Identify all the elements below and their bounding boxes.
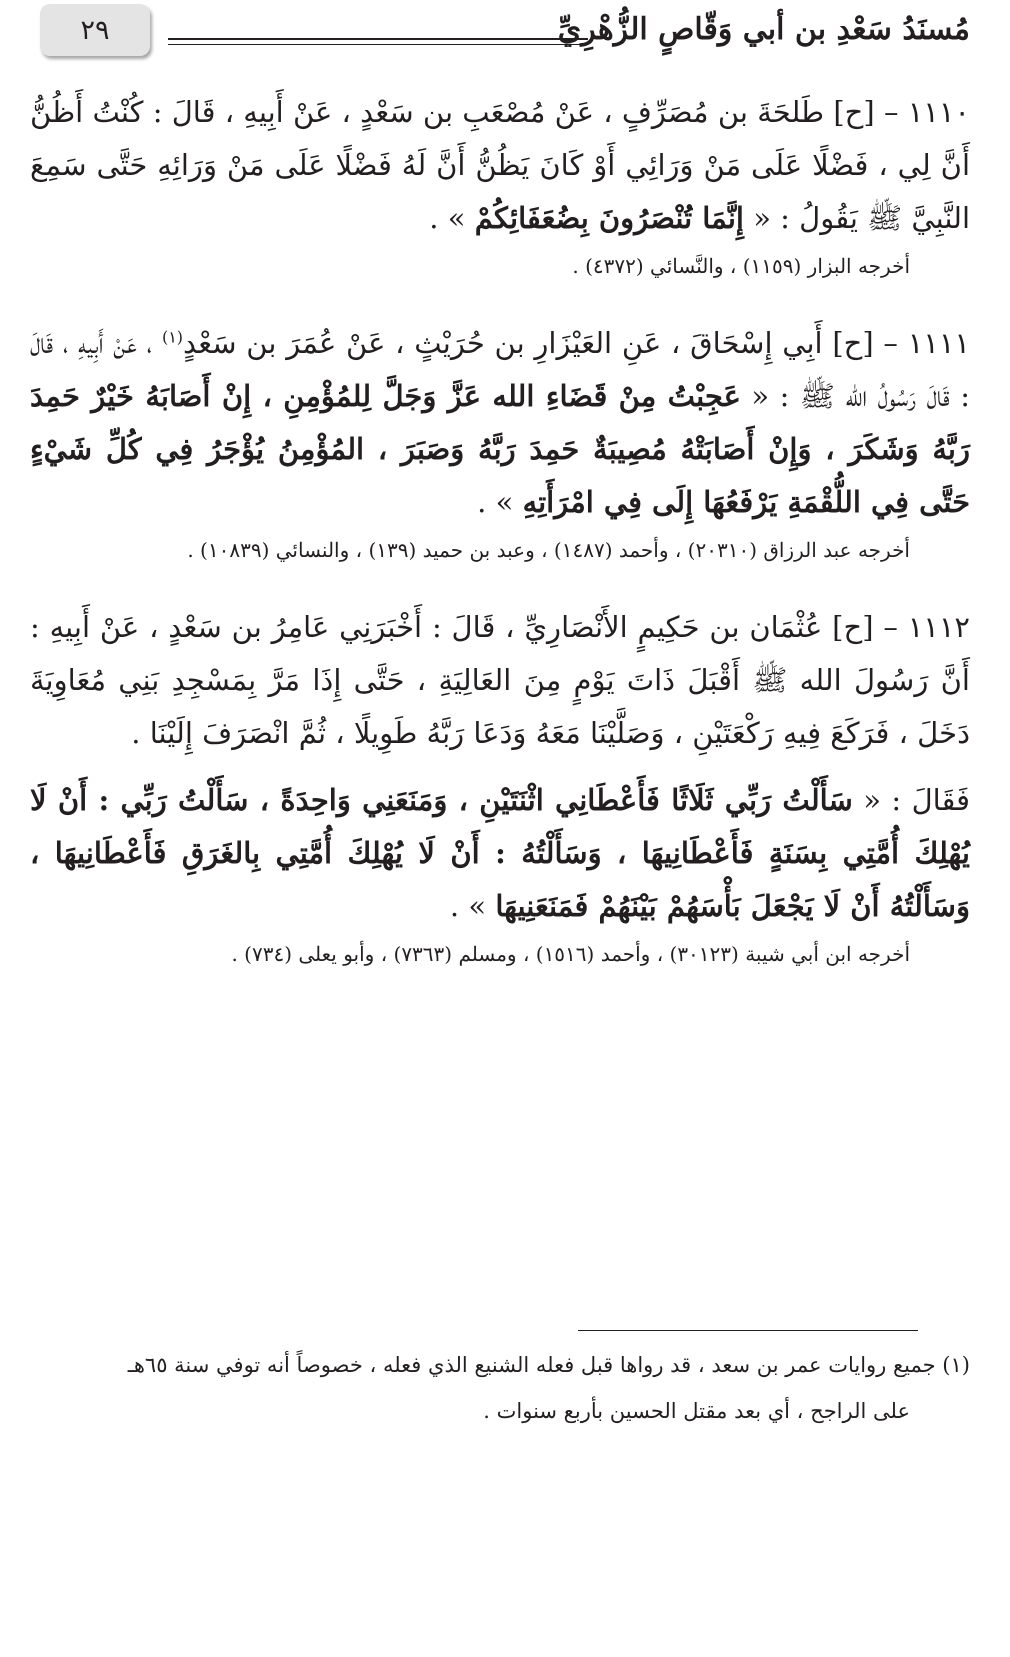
footnote-1-continued: على الراجح ، أي بعد مقتل الحسين بأربع سنوات . <box>483 1399 910 1423</box>
footnote-reference[interactable]: (١) <box>161 327 184 347</box>
hadith-end: » . <box>429 201 466 235</box>
spacer <box>30 283 970 317</box>
hadith-isnad: – [ح] طَلحَةَ بن مُصَرِّفٍ ، عَنْ مُصْعَبِ بن سَعْدٍ ، عَنْ أَبِيهِ ، قَالَ : كُنْتُ أَظُنُّ أَنَّ لِي ، فَضْلًا عَلَى مَنْ وَرَائِي أَوْ كَانَ يَظُنُّ أَنَّ لَهُ فَضْلًا عَلَى مَنْ وَرَائِهِ حَتَّى سَمِعَ النَّبِيَّ ﷺ يَقُولُ : « <box>30 95 970 235</box>
hadith-matn: سَأَلْتُ رَبِّي ثَلَاثًا فَأَعْطَانِي اثْنَتَيْنِ ، وَمَنَعَنِي وَاحِدَةً ، سَأَلْتُ رَبِّي : أَنْ لَا يُهْلِكَ أُمَّتِي بِسَنَةٍ فَأَعْطَانِيهَا ، وَسَأَلْتُهُ : أَنْ لَا يُهْلِكَ أُمَّتِي بِالغَرَقِ فَأَعْطَانِيهَا ، وَسَأَلْتُهُ أَنْ لَا يَجْعَلَ بَأْسَهُمْ بَيْنَهُمْ فَمَنَعَنِيهَا <box>30 783 970 923</box>
running-title: مُسنَدُ سَعْدِ بن أبي وَقّاصٍ الزُّهْرِيِّ <box>557 12 970 47</box>
hadith-1110 <box>30 86 970 245</box>
takhrij-1110: أخرجه البزار (١١٥٩) ، والنَّسائي (٤٣٧٢) . <box>572 254 910 278</box>
hadith-1111 <box>30 317 970 529</box>
hadith-number: ١١١٢ <box>907 610 971 644</box>
spacer <box>30 567 970 601</box>
hadith-number: ١١١٠ <box>907 95 970 129</box>
footnote-separator <box>578 1330 918 1331</box>
takhrij-1111: أخرجه عبد الرزاق (٢٠٣١٠) ، وأحمد (١٤٨٧) ، وعبد بن حميد (١٣٩) ، والنسائي (١٠٨٣٩) . <box>187 538 910 562</box>
hadith-end: » . <box>477 485 514 519</box>
page-header <box>0 0 1010 80</box>
page-number: ٢٩ <box>40 4 150 56</box>
hadith-matn: إِنَّمَا تُنْصَرُونَ بِضُعَفَائِكُمْ <box>474 201 744 235</box>
hadith-number: ١١١١ <box>907 326 971 360</box>
hadith-saying-start: فَقَالَ : « <box>863 783 971 817</box>
header-rule <box>168 38 588 40</box>
page-content <box>30 86 970 971</box>
footnote-1: (١) جميع روايات عمر بن سعد ، قد رواها قبل فعله الشنيع الذي فعله ، خصوصاً أنه توفي سنة ٦٥هـ <box>127 1353 970 1377</box>
takhrij-1112: أخرجه ابن أبي شيبة (٣٠١٢٣) ، وأحمد (١٥١٦) ، ومسلم (٧٣٦٣) ، وأبو يعلى (٧٣٤) . <box>231 942 910 966</box>
hadith-isnad: – [ح] أَبِي إِسْحَاقَ ، عَنِ العَيْزَارِ بن حُرَيْثٍ ، عَنْ عُمَرَ بن سَعْدٍ <box>183 326 898 360</box>
hadith-end: » . <box>449 889 487 923</box>
hadith-1112-saying <box>30 774 970 933</box>
hadith-isnad: – [ح] عُثْمَان بن حَكِيمٍ الأَنْصَارِيِّ ، قَالَ : أَخْبَرَنِي عَامِرُ بن سَعْدٍ ، عَنْ أَبِيهِ : أَنَّ رَسُولَ الله ﷺ أَقْبَلَ ذَاتَ يَوْمٍ مِنَ العَالِيَةِ ، حَتَّى إِذَا مَرَّ بِمَسْجِدِ بَنِي مُعَاوِيَةَ دَخَلَ ، فَرَكَعَ فِيهِ رَكْعَتَيْنِ ، وَصَلَّيْنَا مَعَهُ وَدَعَا رَبَّهُ طَوِيلًا ، ثُمَّ انْصَرَفَ إِلَيْنَا . <box>30 610 970 750</box>
hadith-1112 <box>30 601 970 760</box>
footnotes <box>30 1342 970 1434</box>
hadith-isnad-continued: ، عَنْ أَبِيهِ ، قَالَ : قَالَ رَسُولُ الله ﷺ : « <box>30 326 970 413</box>
header-rule-thin <box>168 44 588 45</box>
hadith-matn: عَجِبْتُ مِنْ قَضَاءِ الله عَزَّ وَجَلَّ لِلمُؤْمِنِ ، إِنْ أَصَابَهُ خَيْرٌ حَمِدَ رَبَّهُ وَشَكَرَ ، وَإِنْ أَصَابَتْهُ مُصِيبَةٌ حَمِدَ رَبَّهُ وَصَبَرَ ، المُؤْمِنُ يُؤْجَرُ فِي كُلِّ شَيْءٍ حَتَّى فِي اللُّقْمَةِ يَرْفَعُهَا إِلَى فِي امْرَأَتِهِ <box>30 379 970 519</box>
